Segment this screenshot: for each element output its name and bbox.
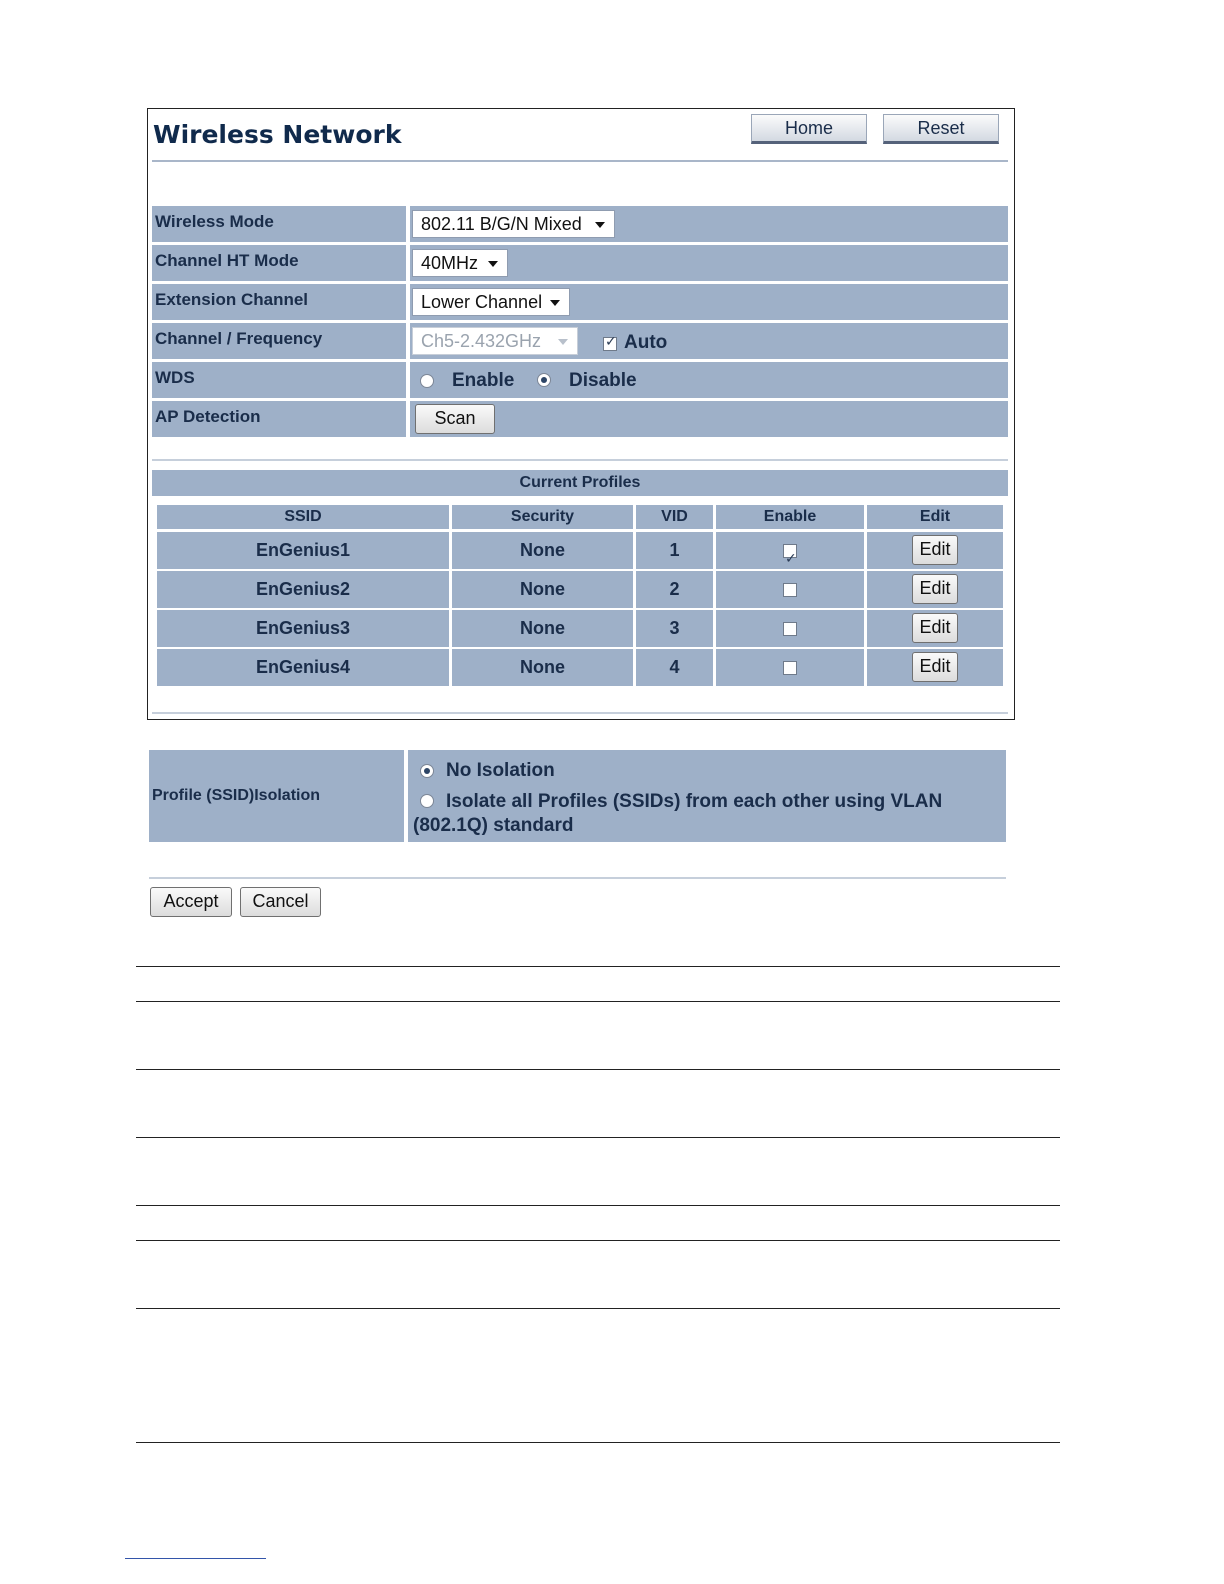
profile-enable-checkbox[interactable] [783, 583, 797, 597]
table-bottom-divider [152, 712, 1008, 714]
table-rule [136, 1069, 1060, 1070]
table-rule [136, 1442, 1060, 1443]
enable-cell [716, 649, 864, 686]
isolate-profiles-label: Isolate all Profiles (SSIDs) from each other using VLAN [446, 791, 943, 812]
isolation-label: Profile (SSID)Isolation [149, 750, 404, 842]
title-divider [152, 160, 1008, 162]
wireless-mode-selected: 802.11 B/G/N Mixed [421, 214, 582, 234]
ap-detection-value-cell [410, 401, 1008, 437]
footnote-separator [125, 1558, 266, 1559]
cancel-button[interactable]: Cancel [240, 887, 321, 917]
wds-enable-radio[interactable] [420, 374, 434, 388]
table-row [148, 532, 1014, 569]
extension-channel-label: Extension Channel [152, 284, 406, 320]
wds-value-cell [410, 362, 1008, 398]
edit-button[interactable]: Edit [912, 535, 958, 565]
vid-cell: 3 [636, 610, 713, 647]
table-rule [136, 1137, 1060, 1138]
enable-cell [716, 610, 864, 647]
column-header-security: Security [452, 505, 633, 529]
no-isolation-label: No Isolation [446, 760, 555, 781]
table-rule [136, 966, 1060, 967]
ssid-cell: EnGenius2 [157, 571, 449, 608]
column-header-vid: VID [636, 505, 713, 529]
extension-channel-row [152, 284, 1008, 320]
auto-checkbox[interactable] [603, 337, 617, 351]
ssid-cell: EnGenius1 [157, 532, 449, 569]
no-isolation-radio[interactable] [420, 764, 434, 778]
enable-cell [716, 532, 864, 569]
channel-ht-mode-label: Channel HT Mode [152, 245, 406, 281]
wds-label: WDS [152, 362, 406, 398]
ssid-cell: EnGenius3 [157, 610, 449, 647]
channel-ht-mode-select[interactable] [412, 249, 508, 277]
channel-frequency-row [152, 323, 1008, 359]
extension-channel-select[interactable] [412, 288, 570, 316]
chevron-down-icon [558, 339, 568, 345]
profile-enable-checkbox[interactable] [783, 661, 797, 675]
chevron-down-icon [595, 222, 605, 228]
actions-divider [149, 877, 1006, 879]
edit-cell [867, 571, 1003, 608]
channel-ht-mode-selected: 40MHz [421, 253, 479, 273]
page-title: Wireless Network [153, 120, 402, 149]
wds-enable-label: Enable [452, 370, 515, 391]
edit-button[interactable]: Edit [912, 613, 958, 643]
channel-ht-mode-value-cell [410, 245, 1008, 281]
channel-ht-mode-row [152, 245, 1008, 281]
ap-detection-row [152, 401, 1008, 437]
wds-disable-label: Disable [569, 370, 637, 391]
table-row [148, 610, 1014, 647]
edit-cell [867, 649, 1003, 686]
scan-button[interactable]: Scan [415, 404, 495, 434]
channel-frequency-select[interactable] [412, 327, 578, 355]
channel-frequency-label: Channel / Frequency [152, 323, 406, 359]
column-header-enable: Enable [716, 505, 864, 529]
column-header-ssid: SSID [157, 505, 449, 529]
security-cell: None [452, 532, 633, 569]
reset-button[interactable]: Reset [883, 114, 999, 144]
vid-cell: 4 [636, 649, 713, 686]
table-rule [136, 1308, 1060, 1309]
extension-channel-value-cell [410, 284, 1008, 320]
vid-cell: 2 [636, 571, 713, 608]
edit-cell [867, 532, 1003, 569]
edit-button[interactable]: Edit [912, 652, 958, 682]
edit-cell [867, 610, 1003, 647]
section-divider [152, 459, 1008, 461]
auto-label: Auto [624, 332, 668, 353]
ap-detection-label: AP Detection [152, 401, 406, 437]
current-profiles-header: Current Profiles [152, 470, 1008, 496]
channel-frequency-selected: Ch5-2.432GHz [421, 331, 542, 351]
table-rule [136, 1205, 1060, 1206]
wireless-mode-value-cell [410, 206, 1008, 242]
isolate-profiles-radio[interactable] [420, 794, 434, 808]
security-cell: None [452, 610, 633, 647]
chevron-down-icon [488, 261, 498, 267]
wds-row [152, 362, 1008, 398]
security-cell: None [452, 649, 633, 686]
security-cell: None [452, 571, 633, 608]
enable-cell [716, 571, 864, 608]
table-row [148, 649, 1014, 686]
isolation-value-cell [408, 750, 1006, 842]
edit-button[interactable]: Edit [912, 574, 958, 604]
column-header-edit: Edit [867, 505, 1003, 529]
wireless-mode-select[interactable] [412, 210, 615, 238]
vid-cell: 1 [636, 532, 713, 569]
home-button[interactable]: Home [751, 114, 867, 144]
table-rule [136, 1240, 1060, 1241]
wireless-mode-label: Wireless Mode [152, 206, 406, 242]
table-rule [136, 1001, 1060, 1002]
table-row [148, 571, 1014, 608]
wireless-network-panel [147, 108, 1015, 720]
accept-button[interactable]: Accept [150, 887, 232, 917]
profile-enable-checkbox[interactable] [783, 622, 797, 636]
wireless-mode-row [152, 206, 1008, 242]
profile-enable-checkbox[interactable] [783, 544, 797, 558]
channel-frequency-value-cell [410, 323, 1008, 359]
wds-disable-radio[interactable] [537, 373, 551, 387]
ssid-cell: EnGenius4 [157, 649, 449, 686]
isolate-profiles-label-continued: (802.1Q) standard [413, 815, 574, 836]
chevron-down-icon [550, 300, 560, 306]
extension-channel-selected: Lower Channel [421, 292, 543, 312]
